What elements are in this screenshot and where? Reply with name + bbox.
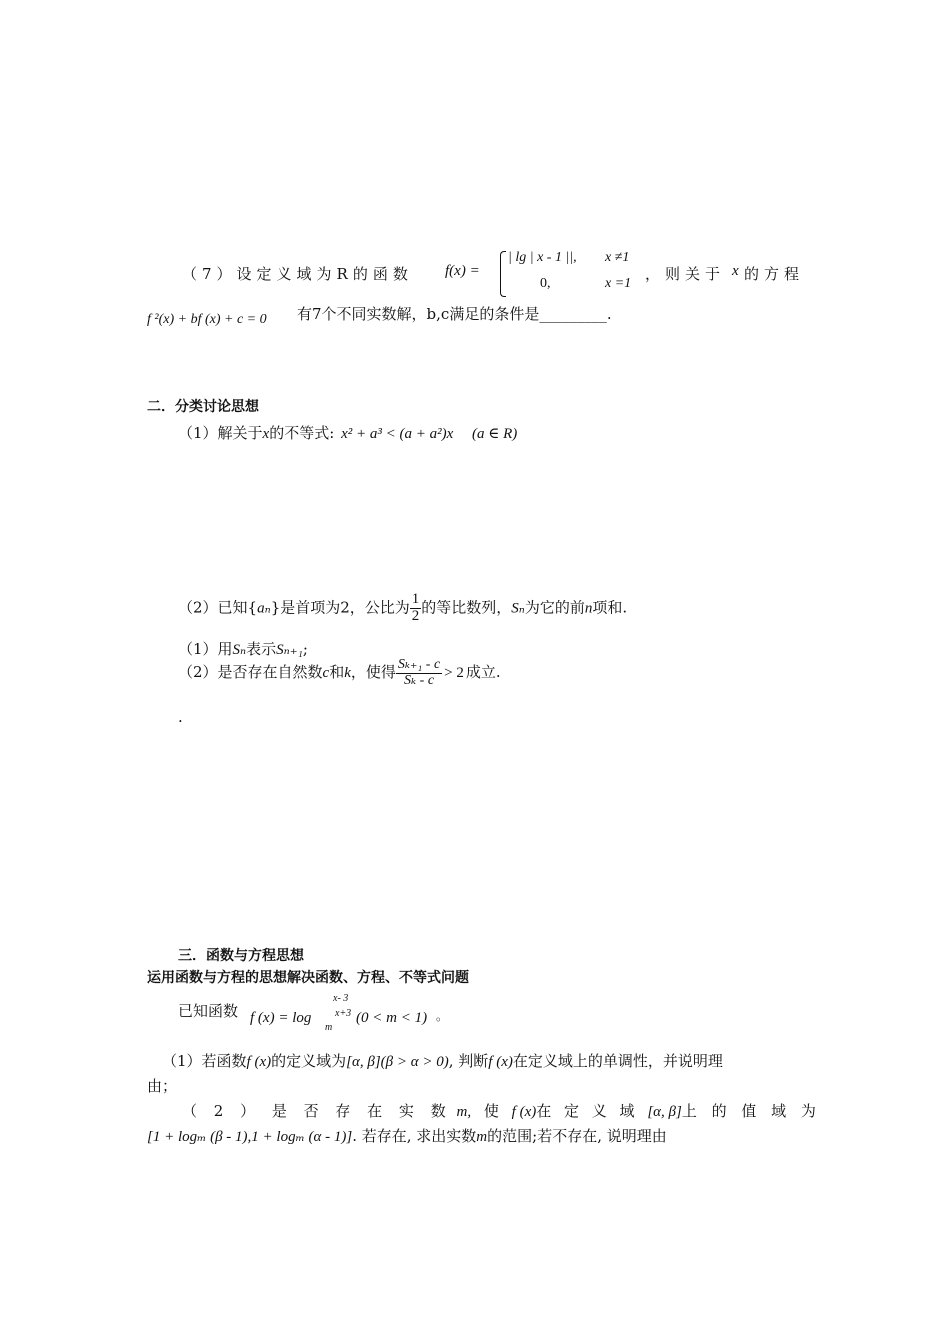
s2-sub1-prefix: （1）用 — [178, 640, 233, 658]
q7-var: x — [732, 263, 739, 279]
q7-equation: f ²(x) + bf (x) + c = 0 — [147, 312, 267, 327]
s3-q1-fx: f (x) — [246, 1054, 272, 1070]
q7-piecewise-brace — [500, 251, 506, 297]
s2-p1-mid: 的不等式: — [269, 424, 335, 442]
s2-sub2-gt: > 2 — [444, 665, 464, 682]
s2-p1-prefix: （1）解关于 — [178, 424, 263, 442]
s3-q1-fx2: f (x) — [488, 1054, 513, 1070]
s2-sub2-c: c — [322, 665, 330, 682]
section3-heading: 三．函数与方程思想 — [178, 948, 304, 964]
s2-dot: . — [178, 708, 183, 726]
q7-case2-cond: x =1 — [605, 276, 632, 291]
s2-sub2-and: 和 — [329, 663, 345, 682]
q7-text: 有7个不同实数解，b,c满足的条件是_________. — [297, 305, 612, 323]
s3-q1-d: 在定义域上的单调性，并说明理 — [512, 1052, 723, 1070]
s2-sub1 — [178, 638, 308, 659]
s2-p1 — [178, 422, 517, 443]
s2-sub2-end: 成立. — [465, 663, 501, 682]
s3-q2-range: [1 + logₘ (β - 1),1 + logₘ (α - 1)] — [147, 1129, 353, 1145]
s2-p2-tail2: 为它的前 — [524, 598, 585, 617]
s2-p2-n: n — [584, 600, 593, 617]
s3-q1-b: 的定义域为 — [271, 1052, 347, 1070]
s3-log-base: m — [325, 1022, 333, 1033]
s3-cond: (0 < m < 1) — [356, 1010, 428, 1026]
s3-q2-m: m, — [456, 1104, 472, 1120]
s3-q2-m2: m — [476, 1129, 488, 1145]
s2-sub1-mid: 表示 — [246, 640, 277, 658]
s2-sub2 — [178, 658, 501, 688]
s2-sub2-k: k — [344, 665, 351, 682]
s3-q1-dom: [α, β](β > α > 0) — [346, 1054, 449, 1070]
s3-q2 — [182, 1100, 821, 1121]
s2-p2-tail1: 的等比数列， — [421, 598, 512, 617]
s3-q2-f: 的范围;若不存在, 说明理由 — [487, 1127, 667, 1145]
s2-p2-an: aₙ — [257, 600, 271, 617]
s2-p2-tail3: 项和. — [592, 598, 628, 617]
s2-sub2-den: Sₖ - c — [404, 672, 435, 688]
s3-q2-dom: [α, β] — [647, 1104, 682, 1120]
s3-q2-fx: f (x) — [511, 1104, 537, 1120]
s3-fx: f (x) = log — [250, 1010, 312, 1026]
s2-p2-sn: Sₙ — [511, 600, 525, 617]
q7-case2-expr: 0, — [540, 276, 551, 291]
q7-fx: f(x) = — [445, 263, 480, 279]
q7-tail: ，则关于 — [645, 265, 726, 283]
q7-lead: （7）设定义域为R的函数 — [182, 265, 413, 283]
s3-q2-d: 上 的 值 域 为 — [681, 1102, 821, 1120]
s2-p2-mid: }是首项为2，公比为 — [270, 598, 410, 617]
s3-log-arg-top: x- 3 — [333, 993, 349, 1004]
s3-q2-a: （ 2 ） 是 否 存 在 实 数 — [182, 1102, 452, 1120]
s2-p2-frac-num: 1 — [411, 591, 420, 607]
s3-log-arg-bot: x+3 — [335, 1008, 352, 1019]
q7-case1-cond: x ≠1 — [605, 250, 630, 265]
s2-p2-frac-den: 2 — [411, 607, 420, 624]
s2-p2-prefix: （2）已知{ — [178, 598, 258, 617]
s2-p1-cond: (a ∈ R) — [472, 426, 518, 442]
s3-q2-e: . 若存在, 求出实数 — [352, 1127, 477, 1145]
s2-p2-frac — [410, 592, 422, 625]
section2-heading: 二．分类讨论思想 — [147, 399, 259, 415]
q7-tail2: 的方程 — [744, 265, 805, 283]
s2-sub2-frac — [396, 658, 442, 688]
s2-sub1-end: ; — [302, 640, 308, 658]
s2-p2 — [178, 592, 627, 625]
s3-q1-a: （1）若函数 — [162, 1052, 247, 1070]
s2-sub2-num: Sₖ₊₁ - c — [397, 657, 441, 672]
s3-q1-c: , 判断 — [448, 1052, 489, 1070]
s2-sub1-sn1: Sₙ₊₁ — [276, 642, 303, 658]
s3-cond-end: 。 — [436, 1009, 449, 1023]
s3-given: 已知函数 — [178, 1002, 239, 1020]
s3-q1 — [162, 1050, 723, 1071]
s2-sub1-sn: Sₙ — [232, 642, 247, 658]
s2-p1-math: x² + a³ < (a + a²)x — [341, 426, 454, 442]
s2-p1-var: x — [262, 426, 270, 442]
s3-q2-c: 在 定 义 域 — [536, 1102, 639, 1120]
section3-subheading: 运用函数与方程的思想解决函数、方程、不等式问题 — [147, 970, 469, 986]
s3-q2-b: 使 — [483, 1102, 499, 1120]
s3-q2-line2 — [147, 1125, 667, 1146]
s3-q1-e: 由； — [147, 1077, 178, 1095]
q7-case1-expr: | lg | x - 1 ||, — [508, 250, 577, 265]
s2-sub2-mid: ，使得 — [350, 663, 396, 682]
s2-sub2-prefix: （2）是否存在自然数 — [178, 663, 323, 682]
